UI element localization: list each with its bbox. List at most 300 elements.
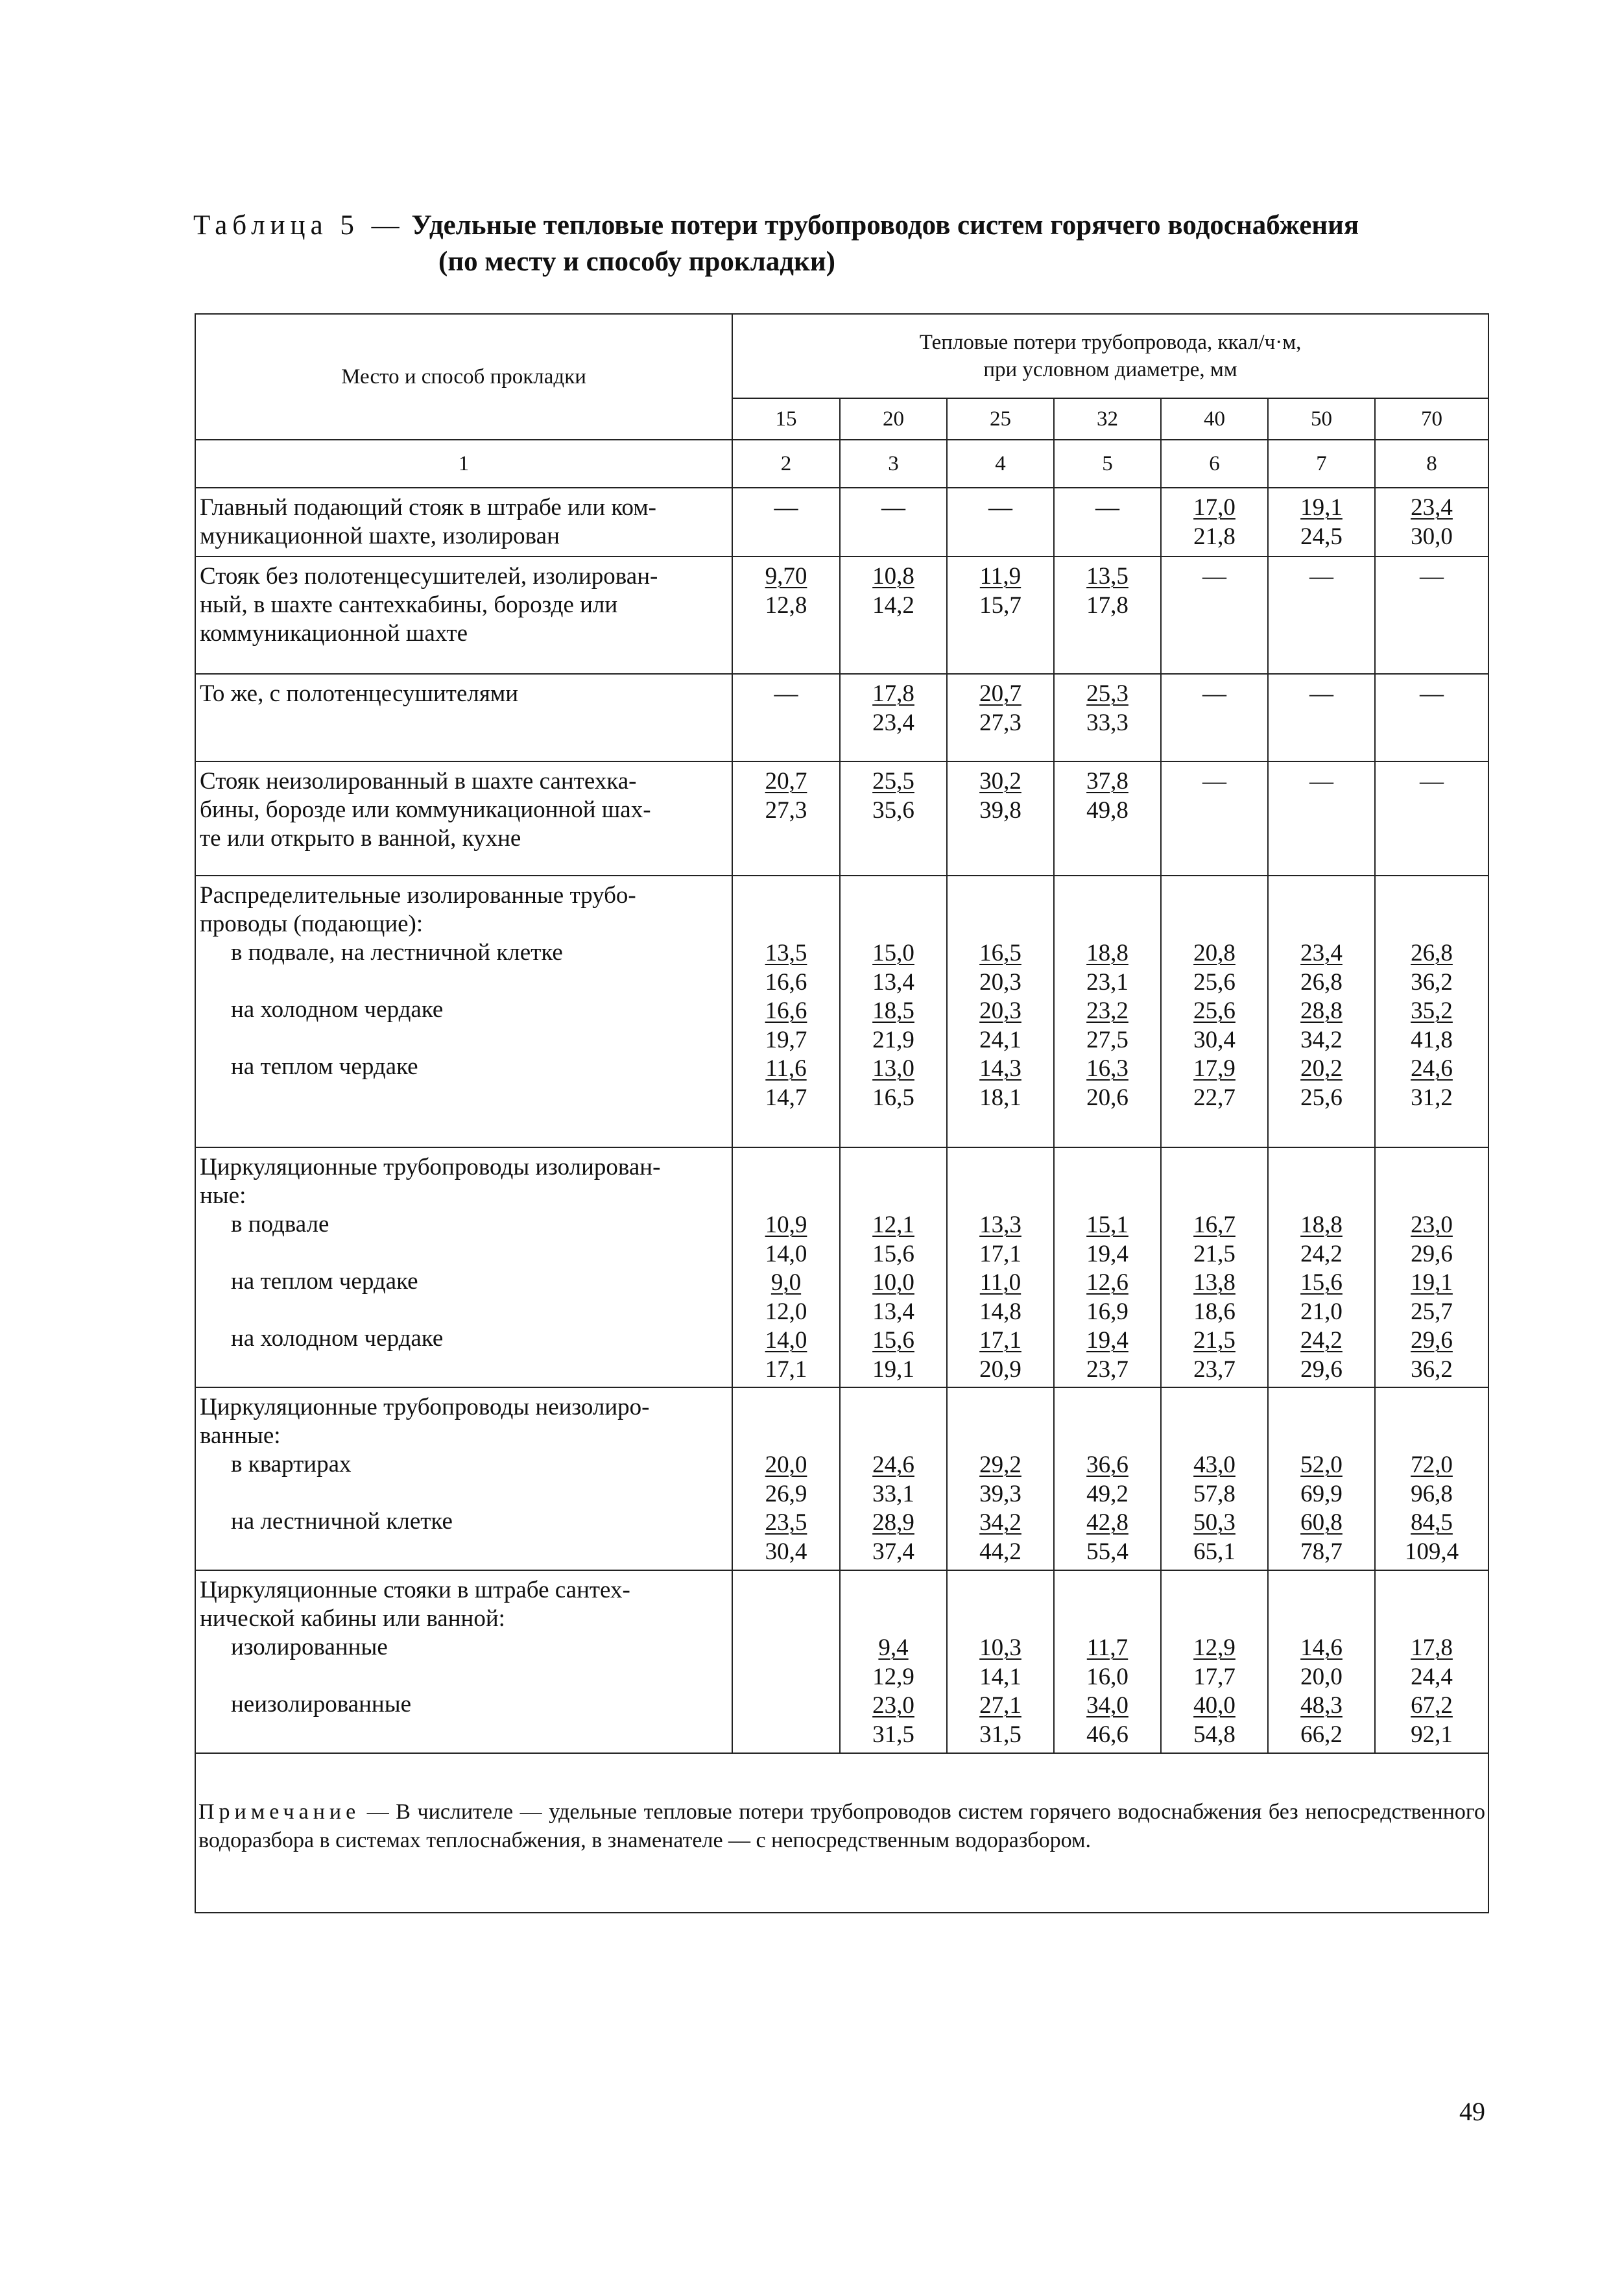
numerator-value — [1162, 1634, 1267, 1663]
numerator-value — [1162, 939, 1267, 968]
numerator-value — [948, 1326, 1053, 1356]
denominator-value: 23,4 — [872, 709, 914, 736]
caption-label: Таблица 5 — — [193, 210, 405, 241]
value-cell — [840, 1570, 947, 1753]
value-cell — [1375, 1147, 1488, 1387]
sub-item-label: на теплом чердаке — [231, 1053, 418, 1080]
page-number: 49 — [1459, 2097, 1485, 2126]
diameter-cell: 40 — [1161, 398, 1268, 440]
numerator-text: 20,2 — [1300, 1055, 1343, 1082]
numerator-text: 20,7 — [765, 768, 807, 795]
denominator-value: 21,8 — [1193, 523, 1236, 550]
sub-item-label: в подвале — [231, 1211, 329, 1238]
numerator-text: 23,4 — [1300, 940, 1343, 966]
spacer — [841, 1153, 946, 1182]
spacer — [200, 1353, 726, 1382]
numerator-text: 21,5 — [1193, 1327, 1236, 1354]
spacer — [1162, 1153, 1267, 1182]
spacer — [1269, 881, 1374, 911]
value-cell — [1268, 674, 1375, 761]
numerator-value — [1055, 1509, 1160, 1538]
numerator-text: 19,1 — [1411, 1269, 1453, 1296]
numerator-value — [733, 997, 839, 1026]
value-cell — [1268, 1570, 1375, 1753]
denominator-value: 12,9 — [872, 1663, 914, 1690]
numerator-text: 12,9 — [1193, 1634, 1236, 1661]
numerator-value — [1376, 939, 1488, 968]
denominator-value: 29,6 — [1411, 1240, 1453, 1267]
numerator-text: 9,70 — [765, 563, 807, 590]
denominator-value: 78,7 — [1300, 1538, 1343, 1565]
spacer — [733, 1576, 839, 1605]
diameter-cell: 70 — [1375, 398, 1488, 440]
spacer — [1162, 1422, 1267, 1452]
numerator-value — [733, 1055, 839, 1084]
table-row — [195, 761, 1488, 876]
value-cell — [840, 876, 947, 1147]
numerator-text: 27,1 — [979, 1692, 1021, 1719]
numerator-value — [948, 997, 1053, 1026]
value: — — [1202, 680, 1226, 707]
denominator-value: 14,8 — [979, 1298, 1021, 1325]
numerator-text: 15,1 — [1086, 1212, 1128, 1238]
denominator-value: 49,2 — [1086, 1480, 1128, 1507]
numerator-text: 17,8 — [872, 680, 914, 707]
diameter-cell: 20 — [840, 398, 947, 440]
denominator-value: 26,8 — [1300, 968, 1343, 996]
numerator-text: 50,3 — [1193, 1509, 1236, 1536]
denominator-value: 14,7 — [765, 1084, 807, 1111]
value-cell — [1161, 488, 1268, 556]
numerator-text: 14,3 — [979, 1055, 1021, 1082]
value-cell — [1161, 1387, 1268, 1570]
numerator-value — [1269, 1692, 1374, 1721]
denominator-value: 36,2 — [1411, 968, 1453, 996]
spacer — [948, 1576, 1053, 1605]
value-cell — [1161, 1147, 1268, 1387]
numerator-value — [1055, 767, 1160, 796]
denominator-value: 24,2 — [1300, 1240, 1343, 1267]
value-cell — [732, 674, 840, 761]
numerator-value — [733, 562, 839, 592]
spacer — [200, 1719, 726, 1747]
header-losses: Тепловые потери трубопровода, ккал/ч·м, при условном диаметре, мм — [732, 314, 1488, 398]
denominator-value: 18,1 — [979, 1084, 1021, 1111]
column-number-cell: 7 — [1268, 440, 1375, 488]
numerator-value — [1162, 494, 1267, 523]
description-line: нической кабины или ванной: — [200, 1605, 505, 1632]
numerator-text: 84,5 — [1411, 1509, 1453, 1536]
value-cell — [947, 1570, 1054, 1753]
value-cell — [732, 1570, 840, 1753]
denominator-value: 96,8 — [1411, 1480, 1453, 1507]
denominator-value: 109,4 — [1404, 1538, 1459, 1565]
denominator-value: 66,2 — [1300, 1721, 1343, 1748]
numerator-text: 15,6 — [872, 1327, 914, 1354]
denominator-value: 20,3 — [979, 968, 1021, 996]
numerator-text: 17,8 — [1411, 1634, 1453, 1661]
value-cell — [1054, 488, 1161, 556]
value-cell — [1375, 488, 1488, 556]
numerator-value — [948, 939, 1053, 968]
row-description — [195, 556, 732, 674]
numerator-text: 28,8 — [1300, 998, 1343, 1024]
numerator-text: 28,9 — [872, 1509, 914, 1536]
numerator-value — [1162, 1692, 1267, 1721]
diameter-cell: 25 — [947, 398, 1054, 440]
spacer — [1055, 1393, 1160, 1422]
denominator-value: 31,5 — [872, 1721, 914, 1748]
denominator-value: 31,2 — [1411, 1084, 1453, 1111]
row-description — [195, 1147, 732, 1387]
spacer — [1376, 911, 1488, 940]
spacer — [1055, 881, 1160, 911]
denominator-value: 27,5 — [1086, 1026, 1128, 1053]
denominator-value: 92,1 — [1411, 1721, 1453, 1748]
numerator-text: 10,0 — [872, 1269, 914, 1296]
numerator-text: 19,1 — [1300, 494, 1343, 521]
numerator-text: 29,6 — [1411, 1327, 1453, 1354]
sub-item-label: неизолированные — [231, 1691, 411, 1717]
numerator-text: 37,8 — [1086, 768, 1128, 795]
value-cell — [1375, 1387, 1488, 1570]
denominator-value: 39,8 — [979, 796, 1021, 824]
value-cell — [1375, 876, 1488, 1147]
numerator-value — [1376, 1451, 1488, 1480]
numerator-value — [1269, 997, 1374, 1026]
denominator-value: 31,5 — [979, 1721, 1021, 1748]
value-cell — [1161, 1570, 1268, 1753]
numerator-value — [1162, 1509, 1267, 1538]
value-cell — [947, 1387, 1054, 1570]
numerator-value — [733, 1509, 839, 1538]
caption-title-line2: (по месту и способу прокладки) — [438, 246, 835, 277]
spacer — [1162, 1605, 1267, 1634]
description-line: Циркуляционные трубопроводы изолирован- — [200, 1154, 661, 1180]
numerator-text: 13,3 — [979, 1212, 1021, 1238]
value-cell — [1268, 876, 1375, 1147]
denominator-value: 16,0 — [1086, 1663, 1128, 1690]
numerator-text: 23,4 — [1411, 494, 1453, 521]
numerator-text: 23,2 — [1086, 998, 1128, 1024]
denominator-value: 21,5 — [1193, 1240, 1236, 1267]
denominator-value: 23,1 — [1086, 968, 1128, 996]
spacer — [1162, 1182, 1267, 1212]
numerator-value — [841, 939, 946, 968]
denominator-value: 19,1 — [872, 1356, 914, 1383]
description-line: коммуникационной шахте — [200, 620, 468, 647]
description-line: Распределительные изолированные трубо- — [200, 882, 636, 909]
spacer — [948, 1153, 1053, 1182]
denominator-value: 29,6 — [1300, 1356, 1343, 1383]
value-cell — [1161, 556, 1268, 674]
sub-item-label: на холодном чердаке — [231, 1325, 444, 1352]
numerator-value — [841, 997, 946, 1026]
description-line: ный, в шахте сантехкабины, борозде или — [200, 592, 618, 618]
numerator-value — [1269, 1509, 1374, 1538]
numerator-text: 16,5 — [979, 940, 1021, 966]
denominator-value: 17,8 — [1086, 592, 1128, 619]
numerator-value — [841, 1634, 946, 1663]
numerator-text: 18,8 — [1086, 940, 1128, 966]
denominator-value: 13,4 — [872, 1298, 914, 1325]
numerator-value — [1055, 1055, 1160, 1084]
column-number-cell: 3 — [840, 440, 947, 488]
value-cell — [1268, 488, 1375, 556]
numerator-text: 16,3 — [1086, 1055, 1128, 1082]
spacer — [948, 1182, 1053, 1212]
description-line: бины, борозде или коммуникационной шах- — [200, 796, 651, 823]
numerator-text: 18,5 — [872, 998, 914, 1024]
numerator-text: 13,5 — [765, 940, 807, 966]
denominator-value: 14,1 — [979, 1663, 1021, 1690]
numerator-value — [733, 1326, 839, 1356]
description-line: Стояк неизолированный в шахте сантехка- — [200, 768, 637, 795]
note-cell — [195, 1753, 1488, 1913]
numerator-value — [841, 680, 946, 709]
numerator-value — [1162, 997, 1267, 1026]
spacer — [841, 1393, 946, 1422]
numerator-text: 17,1 — [979, 1327, 1021, 1354]
denominator-value: 20,6 — [1086, 1084, 1128, 1111]
numerator-value — [948, 767, 1053, 796]
denominator-value: 37,4 — [872, 1538, 914, 1565]
row-description — [195, 1570, 732, 1753]
denominator-value: 49,8 — [1086, 796, 1128, 824]
value-cell — [947, 488, 1054, 556]
numerator-value — [948, 1509, 1053, 1538]
numerator-value — [1055, 1211, 1160, 1240]
denominator-value: 24,5 — [1300, 523, 1343, 550]
denominator-value: 33,3 — [1086, 709, 1128, 736]
numerator-text: 19,4 — [1086, 1327, 1128, 1354]
numerator-value — [1055, 1634, 1160, 1663]
spacer — [1269, 1153, 1374, 1182]
spacer — [200, 1024, 726, 1053]
value: — — [1420, 768, 1444, 795]
numerator-text: 11,9 — [979, 563, 1021, 590]
denominator-value: 26,9 — [765, 1480, 807, 1507]
denominator-value: 24,4 — [1411, 1663, 1453, 1690]
table-caption — [193, 208, 1426, 280]
numerator-text: 34,0 — [1086, 1692, 1128, 1719]
numerator-value — [1269, 1634, 1374, 1663]
spacer — [1055, 1605, 1160, 1634]
diameter-cell: 32 — [1054, 398, 1161, 440]
numerator-text: 34,2 — [979, 1509, 1021, 1536]
value-cell — [1161, 674, 1268, 761]
numerator-value — [841, 562, 946, 592]
spacer — [948, 1605, 1053, 1634]
column-number-cell: 4 — [947, 440, 1054, 488]
value-cell — [840, 761, 947, 876]
spacer — [200, 967, 726, 996]
spacer — [1162, 1576, 1267, 1605]
numerator-text: 16,6 — [765, 998, 807, 1024]
denominator-value: 25,6 — [1300, 1084, 1343, 1111]
spacer — [200, 1296, 726, 1324]
table-row — [195, 1387, 1488, 1570]
numerator-value — [1269, 494, 1374, 523]
table-row — [195, 1570, 1488, 1753]
spacer — [948, 1422, 1053, 1452]
numerator-value — [948, 680, 1053, 709]
numerator-text: 24,6 — [872, 1452, 914, 1478]
numerator-text: 43,0 — [1193, 1452, 1236, 1478]
spacer — [1162, 881, 1267, 911]
numerator-value — [1162, 1269, 1267, 1298]
numerator-value — [948, 1692, 1053, 1721]
value: — — [774, 680, 798, 707]
value-cell — [732, 761, 840, 876]
description-line: те или открыто в ванной, кухне — [200, 825, 521, 852]
value: — — [774, 494, 798, 521]
numerator-value — [1376, 1692, 1488, 1721]
numerator-value — [1269, 939, 1374, 968]
numerator-value — [733, 1269, 839, 1298]
value-cell — [840, 674, 947, 761]
value: — — [1309, 563, 1333, 590]
numerator-value — [1269, 1211, 1374, 1240]
spacer — [1055, 1182, 1160, 1212]
denominator-value: 14,2 — [872, 592, 914, 619]
numerator-value — [948, 1451, 1053, 1480]
diameter-cell: 50 — [1268, 398, 1375, 440]
numerator-value — [733, 767, 839, 796]
numerator-text: 17,0 — [1193, 494, 1236, 521]
value: — — [1420, 680, 1444, 707]
spacer — [1269, 1422, 1374, 1452]
numerator-value — [1055, 1692, 1160, 1721]
spacer — [733, 1393, 839, 1422]
numerator-value — [1376, 494, 1488, 523]
numerator-text: 52,0 — [1300, 1452, 1343, 1478]
spacer — [200, 1662, 726, 1690]
numerator-value — [1162, 1055, 1267, 1084]
value-cell — [840, 556, 947, 674]
denominator-value: 14,0 — [765, 1240, 807, 1267]
numerator-value — [1376, 1269, 1488, 1298]
denominator-value: 20,0 — [1300, 1663, 1343, 1690]
column-number-row — [195, 440, 1488, 488]
denominator-value: 36,2 — [1411, 1356, 1453, 1383]
sub-item-label: на теплом чердаке — [231, 1268, 418, 1295]
value-cell — [947, 556, 1054, 674]
numerator-value — [841, 1451, 946, 1480]
numerator-text: 16,7 — [1193, 1212, 1236, 1238]
denominator-value: 12,8 — [765, 592, 807, 619]
spacer — [1269, 1393, 1374, 1422]
spacer — [1162, 1393, 1267, 1422]
numerator-value — [1376, 997, 1488, 1026]
numerator-value — [1162, 1451, 1267, 1480]
numerator-value — [733, 1211, 839, 1240]
numerator-value — [733, 939, 839, 968]
denominator-value: 65,1 — [1193, 1538, 1236, 1565]
numerator-text: 42,8 — [1086, 1509, 1128, 1536]
numerator-value — [1162, 1211, 1267, 1240]
spacer — [1269, 1576, 1374, 1605]
denominator-value: 20,9 — [979, 1356, 1021, 1383]
row-description — [195, 1387, 732, 1570]
spacer — [948, 881, 1053, 911]
numerator-text: 12,6 — [1086, 1269, 1128, 1296]
denominator-value: 21,9 — [872, 1026, 914, 1053]
numerator-value — [1055, 939, 1160, 968]
denominator-value: 25,6 — [1193, 968, 1236, 996]
spacer — [1055, 1422, 1160, 1452]
denominator-value: 30,4 — [1193, 1026, 1236, 1053]
note-text: — В числителе — удельные тепловые потери трубопроводов систем горячего водоснабжения без непосредственного водоразбора в системах теплоснабжения, в знаменателе — с непосредственным водоразбором. — [198, 1800, 1486, 1852]
row-description — [195, 761, 732, 876]
description-line: Стояк без полотенцесушителей, изолирован- — [200, 563, 658, 590]
spacer — [1376, 1153, 1488, 1182]
spacer — [733, 1153, 839, 1182]
denominator-value: 19,4 — [1086, 1240, 1128, 1267]
denominator-value: 44,2 — [979, 1538, 1021, 1565]
spacer — [1376, 1605, 1488, 1634]
value-cell — [732, 1147, 840, 1387]
denominator-value: 34,2 — [1300, 1026, 1343, 1053]
denominator-value: 15,7 — [979, 592, 1021, 619]
numerator-value — [841, 1509, 946, 1538]
numerator-text: 18,8 — [1300, 1212, 1343, 1238]
numerator-text: 20,3 — [979, 998, 1021, 1024]
sub-item-label: изолированные — [231, 1634, 388, 1660]
spacer — [200, 1081, 726, 1110]
denominator-value: 22,7 — [1193, 1084, 1236, 1111]
numerator-value — [841, 1055, 946, 1084]
denominator-value: 33,1 — [872, 1480, 914, 1507]
spacer — [948, 911, 1053, 940]
denominator-value: 17,7 — [1193, 1663, 1236, 1690]
denominator-value: 16,9 — [1086, 1298, 1128, 1325]
denominator-value: 19,7 — [765, 1026, 807, 1053]
header-place: Место и способ прокладки — [195, 314, 732, 440]
denominator-value: 16,5 — [872, 1084, 914, 1111]
numerator-value — [1376, 1211, 1488, 1240]
numerator-value — [733, 1451, 839, 1480]
value-cell — [840, 1387, 947, 1570]
numerator-text: 14,0 — [765, 1327, 807, 1354]
denominator-value: 23,7 — [1193, 1356, 1236, 1383]
numerator-value — [1162, 1326, 1267, 1356]
spacer — [733, 1605, 839, 1634]
spacer — [1269, 1182, 1374, 1212]
numerator-value — [1376, 1509, 1488, 1538]
spacer — [733, 881, 839, 911]
value: — — [1202, 768, 1226, 795]
denominator-value: 24,1 — [979, 1026, 1021, 1053]
numerator-text: 11,0 — [979, 1269, 1021, 1296]
numerator-text: 25,3 — [1086, 680, 1128, 707]
numerator-text: 10,9 — [765, 1212, 807, 1238]
value-cell — [732, 556, 840, 674]
value-cell — [1054, 1570, 1161, 1753]
numerator-value — [1269, 1451, 1374, 1480]
spacer — [841, 1576, 946, 1605]
denominator-value: 69,9 — [1300, 1480, 1343, 1507]
numerator-text: 25,6 — [1193, 998, 1236, 1024]
value-cell — [947, 876, 1054, 1147]
numerator-value — [948, 562, 1053, 592]
numerator-text: 72,0 — [1411, 1452, 1453, 1478]
spacer — [200, 1536, 726, 1564]
denominator-value: 57,8 — [1193, 1480, 1236, 1507]
spacer — [841, 911, 946, 940]
value-cell — [1054, 876, 1161, 1147]
table-row — [195, 1147, 1488, 1387]
